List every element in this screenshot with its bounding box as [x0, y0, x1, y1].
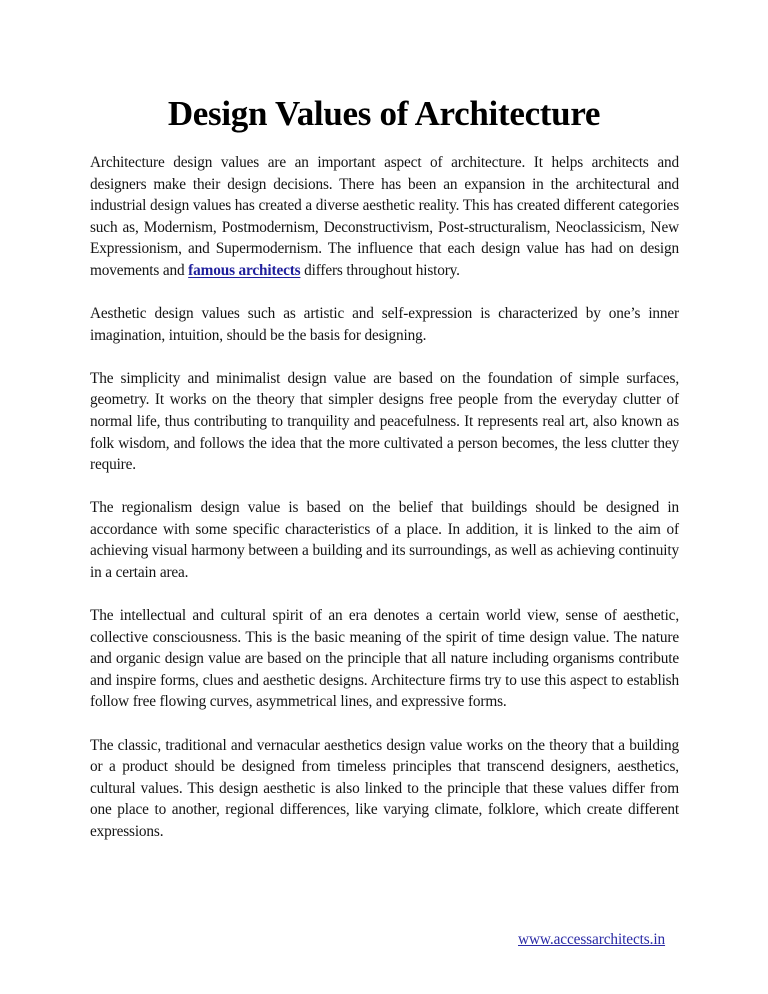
paragraph-intro: [90, 152, 679, 282]
document-body: [90, 152, 679, 864]
footer-website-link[interactable]: www.accessarchitects.in: [518, 931, 666, 948]
paragraph-spirit-of-time: The intellectual and cultural spirit of an era denotes a certain world view, sense of aesthetic, collective consciousness. This is the basic meaning of the spirit of time design value. The nature and organic design value are based on the principle that all nature including organisms contribute and inspire forms, clues and aesthetic designs. Architecture firms try to use this aspect to establish follow free flowing curves, asymmetrical lines, and expressive forms.: [90, 607, 679, 711]
paragraph-regionalism: The regionalism design value is based on the belief that buildings should be designed in accordance with some specific characteristics of a place. In addition, it is linked to the aim of achieving visual harmony between a building and its surroundings, as well as achieving continuity in a certain area.: [90, 499, 679, 581]
paragraph-intro-tail: differs throughout history.: [300, 261, 460, 279]
paragraph-intro-text: Architecture design values are an important aspect of architecture. It helps architects and designers make their design decisions. There has been an expansion in the architectural and industrial design values has created a diverse aesthetic reality. This has created different categories such as, Modernism, Postmodernism, Deconstructivism, Post-structuralism, Neoclassicism, New Expressionism, and Supermodernism. The influence that each design value has had on design movements and: [90, 154, 679, 279]
paragraph-simplicity: The simplicity and minimalist design value are based on the foundation of simple surfaces, geometry. It works on the theory that simpler designs free people from the everyday clutter of normal life, thus contributing to tranquility and peacefulness. It represents real art, also known as folk wisdom, and follows the idea that the more cultivated a person becomes, the less clutter they require.: [90, 369, 679, 474]
paragraph-classic: The classic, traditional and vernacular aesthetics design value works on the theory that a building or a product should be designed from timeless principles that transcend designers, aesthetics, cultural values. This design aesthetic is also linked to the principle that these values differ from one place to another, regional differences, like varying climate, folklore, which create different expressions.: [90, 736, 679, 840]
paragraph-aesthetic: Aesthetic design values such as artistic and self-expression is characterized by one’s inner imagination, intuition, should be the basis for designing.: [90, 305, 679, 344]
famous-architects-link[interactable]: famous architects: [188, 261, 301, 279]
page-title: Design Values of Architecture: [167, 94, 601, 133]
